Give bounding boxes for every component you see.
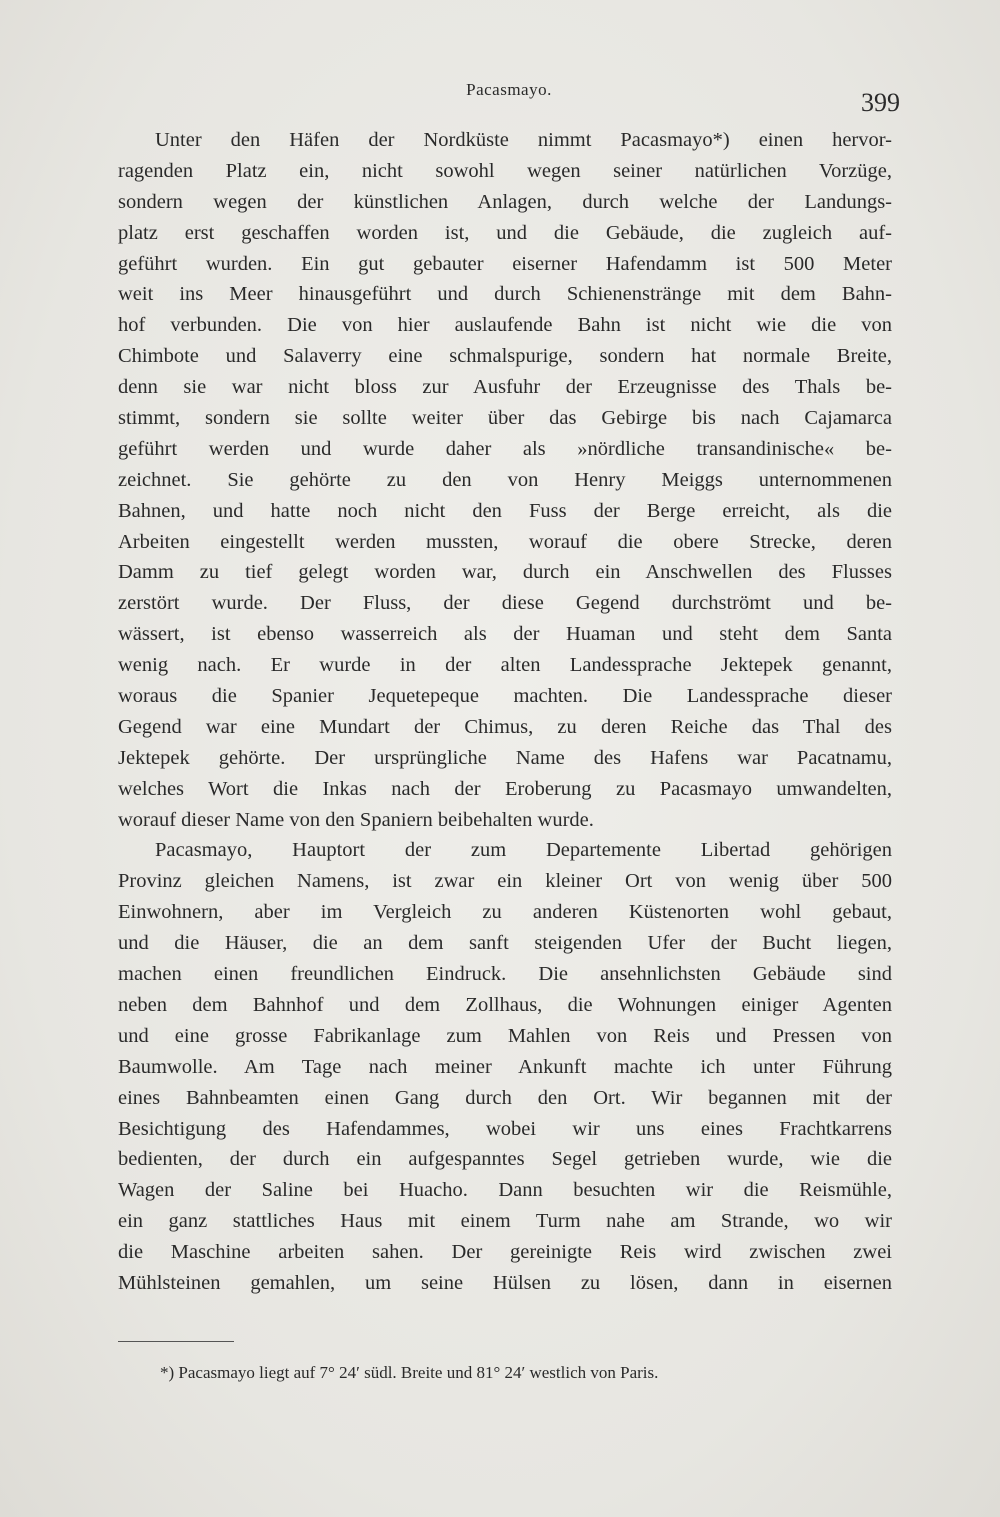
text-line: sondern wegen der künstlichen Anlagen, durch welche der Landungs- (118, 190, 892, 213)
text-line: neben dem Bahnhof und dem Zollhaus, die Wohnungen einiger Agenten (118, 993, 892, 1016)
text-line: ragenden Platz ein, nicht sowohl wegen seiner natürlichen Vorzüge, (118, 159, 892, 182)
text-line: weit ins Meer hinausgeführt und durch Schienenstränge mit dem Bahn- (118, 283, 892, 306)
text-line: Mühlsteinen gemahlen, um seine Hülsen zu lösen, dann in eisernen (118, 1271, 892, 1294)
text-line: Chimbote und Salaverry eine schmalspurige, sondern hat normale Breite, (118, 345, 892, 368)
text-line: eines Bahnbeamten einen Gang durch den Ort. Wir begannen mit der (118, 1086, 892, 1109)
text-line: platz erst geschaffen worden ist, und die Gebäude, die zugleich auf- (118, 221, 892, 244)
text-line: machen einen freundlichen Eindruck. Die ansehnlichsten Gebäude sind (118, 963, 892, 986)
text-line: Baumwolle. Am Tage nach meiner Ankunft machte ich unter Führung (118, 1055, 892, 1078)
text-line: zerstört wurde. Der Fluss, der diese Gegend durchströmt und be- (118, 592, 892, 615)
text-line: denn sie war nicht bloss zur Ausfuhr der Erzeugnisse des Thals be- (118, 376, 892, 399)
text-line: wenig nach. Er wurde in der alten Landessprache Jektepek genannt, (118, 654, 892, 677)
text-line: geführt werden und wurde daher als »nördliche transandinische« be- (118, 437, 892, 460)
text-line: Provinz gleichen Namens, ist zwar ein kleiner Ort von wenig über 500 (118, 870, 892, 893)
text-line: wässert, ist ebenso wasserreich als der Huaman und steht dem Santa (118, 623, 892, 646)
text-line: Wagen der Saline bei Huacho. Dann besuchten wir die Reismühle, (118, 1179, 892, 1202)
running-title: Pacasmayo. (466, 80, 552, 99)
paragraph-2 (118, 835, 892, 1298)
text-line: Einwohnern, aber im Vergleich zu anderen Küstenorten wohl gebaut, (118, 901, 892, 924)
text-line: Unter den Häfen der Nordküste nimmt Pacasmayo*) einen hervor- (155, 129, 892, 151)
text-line: hof verbunden. Die von hier auslaufende Bahn ist nicht wie die von (118, 314, 892, 337)
footnote: *) Pacasmayo liegt auf 7° 24′ südl. Breite und 81° 24′ westlich von Paris. (160, 1363, 659, 1382)
text-line: bedienten, der durch ein aufgespanntes Segel getrieben wurde, wie die (118, 1148, 892, 1171)
text-line: Gegend war eine Mundart der Chimus, zu deren Reiche das Thal des (118, 715, 892, 738)
page-number: 399 (861, 88, 900, 117)
text-line: Besichtigung des Hafendammes, wobei wir uns eines Frachtkarrens (118, 1117, 892, 1140)
text-line: und die Häuser, die an dem sanft steigenden Ufer der Bucht liegen, (118, 932, 892, 955)
text-line: geführt wurden. Ein gut gebauter eiserner Hafendamm ist 500 Meter (118, 252, 892, 275)
text-line: woraus die Spanier Jequetepeque machten. Die Landessprache dieser (118, 685, 892, 708)
body-text (118, 125, 892, 1299)
text-line: welches Wort die Inkas nach der Eroberung zu Pacasmayo umwandelten, (118, 777, 892, 800)
running-head (118, 80, 900, 120)
text-line: ein ganz stattliches Haus mit einem Turm nahe am Strande, wo wir (118, 1210, 892, 1233)
footnote-rule (118, 1341, 234, 1342)
text-line: worauf dieser Name von den Spaniern beibehalten wurde. (118, 808, 594, 831)
text-line: Arbeiten eingestellt werden mussten, worauf die obere Strecke, deren (118, 530, 892, 553)
text-line: Damm zu tief gelegt worden war, durch ein Anschwellen des Flusses (118, 561, 892, 584)
text-line: Bahnen, und hatte noch nicht den Fuss der Berge erreicht, als die (118, 499, 892, 522)
text-line: zeichnet. Sie gehörte zu den von Henry Meiggs unternommenen (118, 468, 892, 491)
paragraph-1 (118, 125, 892, 835)
text-line: die Maschine arbeiten sahen. Der gereinigte Reis wird zwischen zwei (118, 1241, 892, 1264)
text-line: Jektepek gehörte. Der ursprüngliche Name des Hafens war Pacatnamu, (118, 746, 892, 769)
text-line: stimmt, sondern sie sollte weiter über das Gebirge bis nach Cajamarca (118, 407, 892, 430)
text-line: und eine grosse Fabrikanlage zum Mahlen von Reis und Pressen von (118, 1024, 892, 1047)
text-line: Pacasmayo, Hauptort der zum Departemente Libertad gehörigen (155, 839, 892, 862)
